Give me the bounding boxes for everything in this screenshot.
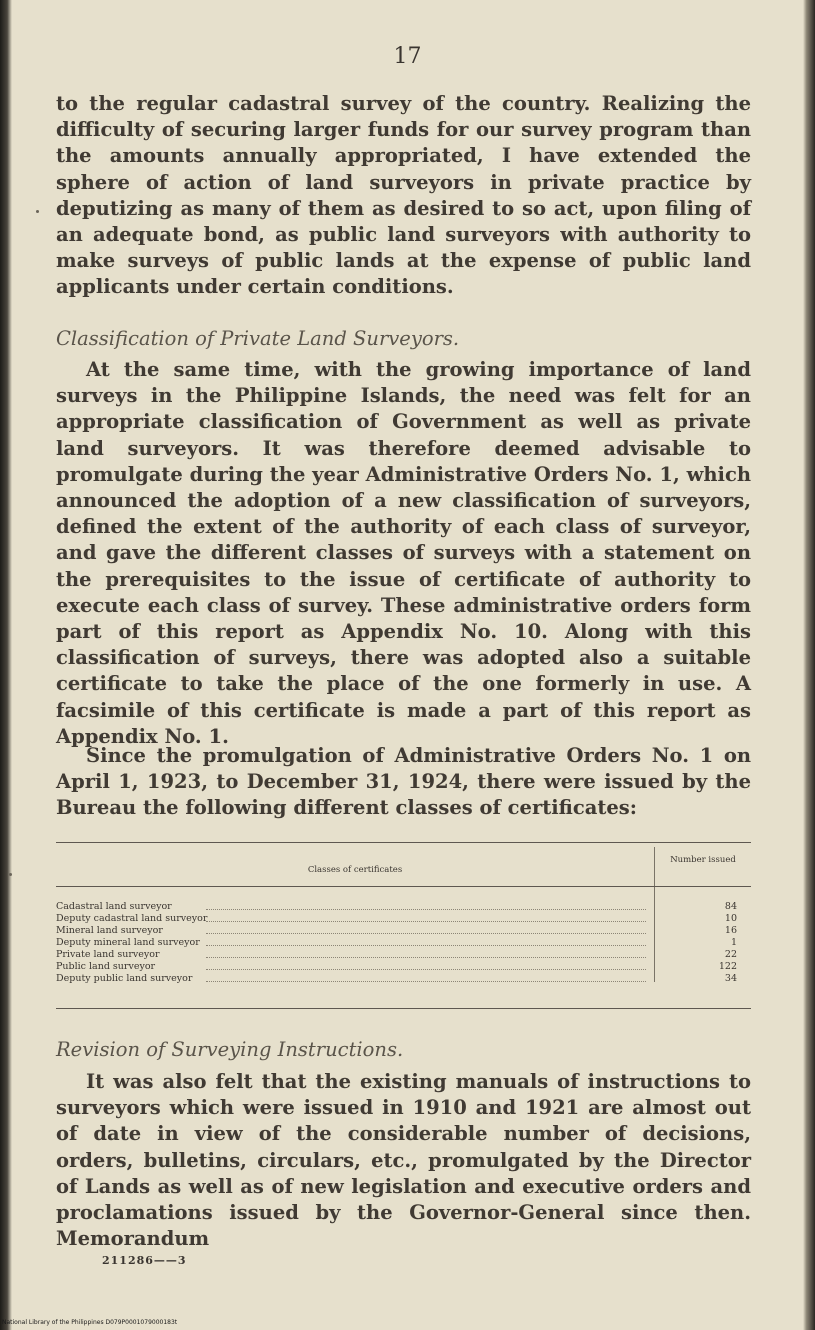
heading-revision: Revision of Surveying Instructions. [56,1038,404,1061]
row-label: Public land surveyor [56,961,156,972]
column-header-classes: Classes of certificates [307,865,403,875]
heading-classification: Classification of Private Land Surveyors. [56,327,460,350]
scan-caption: National Library of the Philippines D079P0001079000183t [2,1319,178,1326]
row-label: Deputy cadastral land surveyor [56,913,208,924]
table-header [56,847,751,885]
row-label: Deputy mineral land surveyor [56,937,200,948]
table-bottom-rule [56,1008,751,1009]
scan-speck [36,210,39,213]
table-top-rule [56,842,751,843]
row-value: 10 [724,913,737,924]
page-edge-right [803,0,815,1330]
row-label: Private land surveyor [56,949,160,960]
table-row [56,961,751,973]
table-row [56,949,751,961]
table-row [56,901,751,913]
leader-dots [206,933,646,934]
table-row [56,937,751,949]
table-row [56,925,751,937]
paragraph-revision: It was also felt that the existing manuals of instructions to surveyors which were issued in 1910 and 1921 are almost out of date in view of the considerable number of decisions, orders, bulletins, circulars, etc., promulgated by the Director of Lands as well as of new legislation and executive orders and proclamations issued by the Governor-General since then. Memorandum [56,1070,751,1251]
leader-dots [206,909,646,910]
table-header-rule [56,886,751,887]
row-value: 22 [724,949,737,960]
table-row [56,913,751,925]
leader-dots [206,921,646,922]
paragraph-survey-program: to the regular cadastral survey of the country. Realizing the difficulty of securing larger funds for our survey program than the amounts annually appropriated, I have extended the sphere of action of land surveyors in private practice by deputizing as many of them as desired to so act, upon filing of an adequate bond, as public land surveyors with authority to make surveys of public lands at the expense of public land applicants under certain conditions. [56,92,751,299]
printer-code: 211286——3 [102,1254,187,1267]
leader-dots [206,945,646,946]
leader-dots [206,969,646,970]
row-label: Deputy public land surveyor [56,973,193,984]
row-label: Mineral land surveyor [56,925,163,936]
row-value: 1 [730,937,737,948]
leader-dots [206,981,646,982]
row-value: 122 [718,961,737,972]
row-label: Cadastral land surveyor [56,901,172,912]
paragraph-classification: At the same time, with the growing importance of land surveys in the Philippine Islands, the need was felt for an appropriate classification of Government as well as private land surveyors. It was therefore deemed advisable to promulgate during the year Administrative Orders No. 1, which announced the adoption of a new classification of surveyors, defined the extent of the authority of each class of surveyor, and gave the different classes of surveys with a statement on the prerequisites to the issue of certificate of authority to execute each class of survey. These administrative orders form part of this report as Appendix No. 10. Along with this classification of surveys, there was adopted also a suitable certificate to take the place of the one formerly in use. A facsimile of this certificate is made a part of this report as Appendix No. 1. [56,358,751,748]
page-number: 17 [393,44,422,69]
column-header-number: Number issued [670,855,736,865]
row-value: 84 [724,901,737,912]
table-row [56,973,751,985]
certificates-table [56,901,751,985]
paragraph-certificates-intro: Since the promulgation of Administrative Orders No. 1 on April 1, 1923, to December 31, 1924, there were issued by the Bureau the following different classes of certificates: [56,744,751,820]
leader-dots [206,957,646,958]
page-edge-left [0,0,12,1330]
row-value: 34 [724,973,737,984]
scan-speck [9,873,12,876]
row-value: 16 [724,925,737,936]
